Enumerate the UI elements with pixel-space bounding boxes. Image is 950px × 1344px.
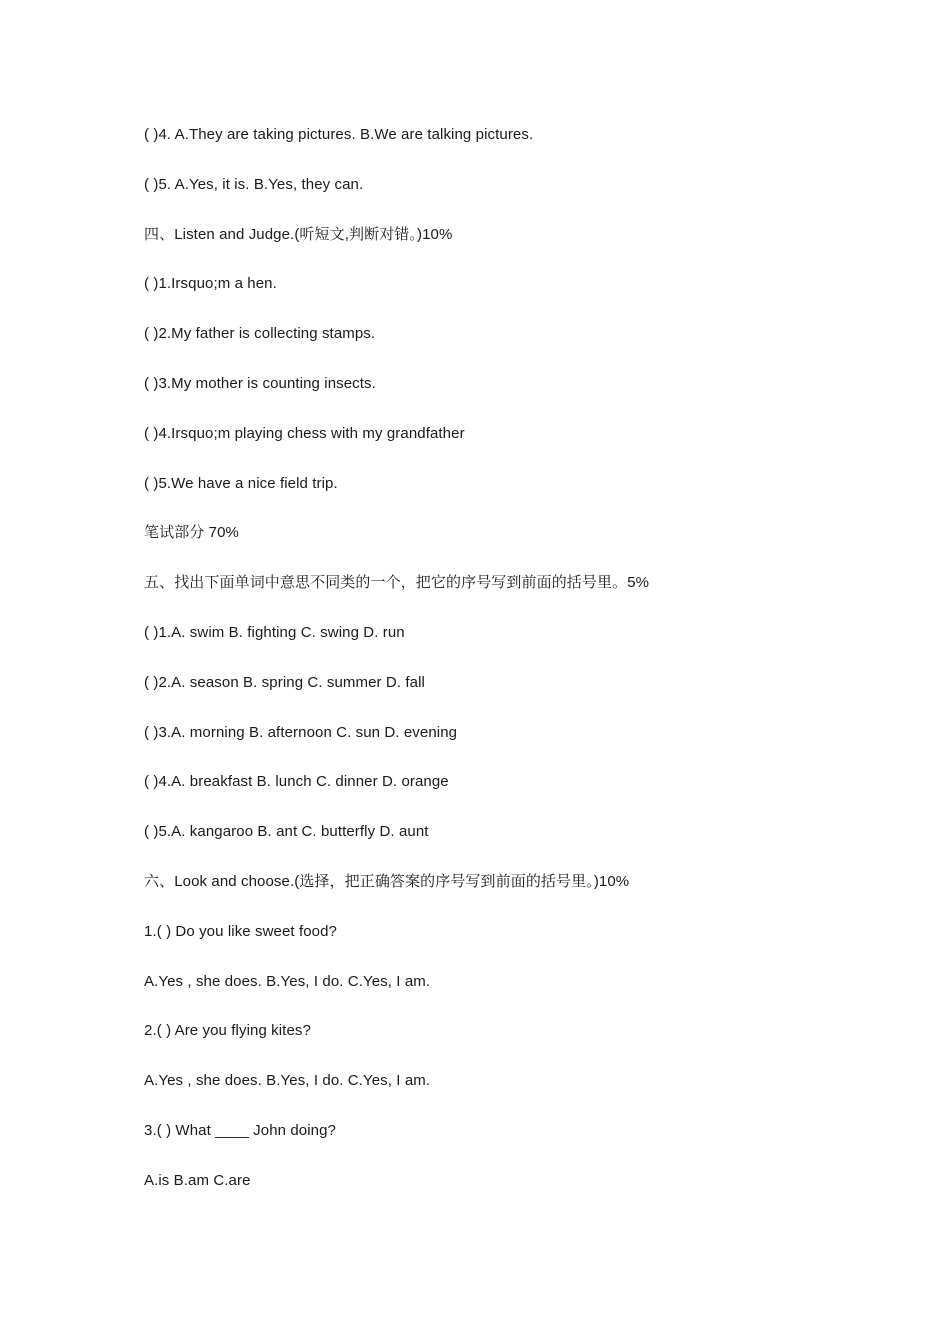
- question-line: ( )4. A.They are taking pictures. B.We are talking pictures.: [144, 126, 534, 143]
- question-line: ( )5.We have a nice field trip.: [144, 474, 338, 492]
- question-line: ( )2.My father is collecting stamps.: [144, 325, 376, 343]
- question-line: ( )1.A. swim B. fighting C. swing D. run: [144, 623, 405, 641]
- part-heading: 笔试部分 70%: [144, 524, 239, 542]
- answer-options: A.Yes , she does. B.Yes, I do. C.Yes, I am.: [144, 972, 431, 990]
- section-heading: 四、Listen and Judge.(听短文,判断对错。)10%: [144, 225, 453, 243]
- question-line: 1.( ) Do you like sweet food?: [144, 922, 337, 940]
- question-line: ( )2.A. season B. spring C. summer D. fall: [144, 673, 425, 691]
- answer-options: A.is B.am C.are: [144, 1171, 251, 1189]
- document-body: [144, 124, 864, 1220]
- question-line: ( )3.My mother is counting insects.: [144, 374, 376, 392]
- question-line: ( )5.A. kangaroo B. ant C. butterfly D. aunt: [144, 823, 429, 841]
- question-line: ( )3.A. morning B. afternoon C. sun D. evening: [144, 723, 458, 741]
- question-line: ( )1.Irsquo;m a hen.: [144, 275, 277, 293]
- question-line: 2.( ) Are you flying kites?: [144, 1022, 311, 1040]
- answer-options: A.Yes , she does. B.Yes, I do. C.Yes, I am.: [144, 1072, 431, 1090]
- section-heading: 六、Look and choose.(选择，把正确答案的序号写到前面的括号里。)10%: [144, 872, 630, 890]
- question-line: ( )5. A.Yes, it is. B.Yes, they can.: [144, 175, 364, 193]
- question-line: ( )4.Irsquo;m playing chess with my grandfather: [144, 424, 465, 442]
- question-line: 3.( ) What ____ John doing?: [144, 1121, 336, 1139]
- section-heading: 五、找出下面单词中意思不同类的一个，把它的序号写到前面的括号里。5%: [144, 574, 650, 592]
- question-line: ( )4.A. breakfast B. lunch C. dinner D. orange: [144, 773, 449, 791]
